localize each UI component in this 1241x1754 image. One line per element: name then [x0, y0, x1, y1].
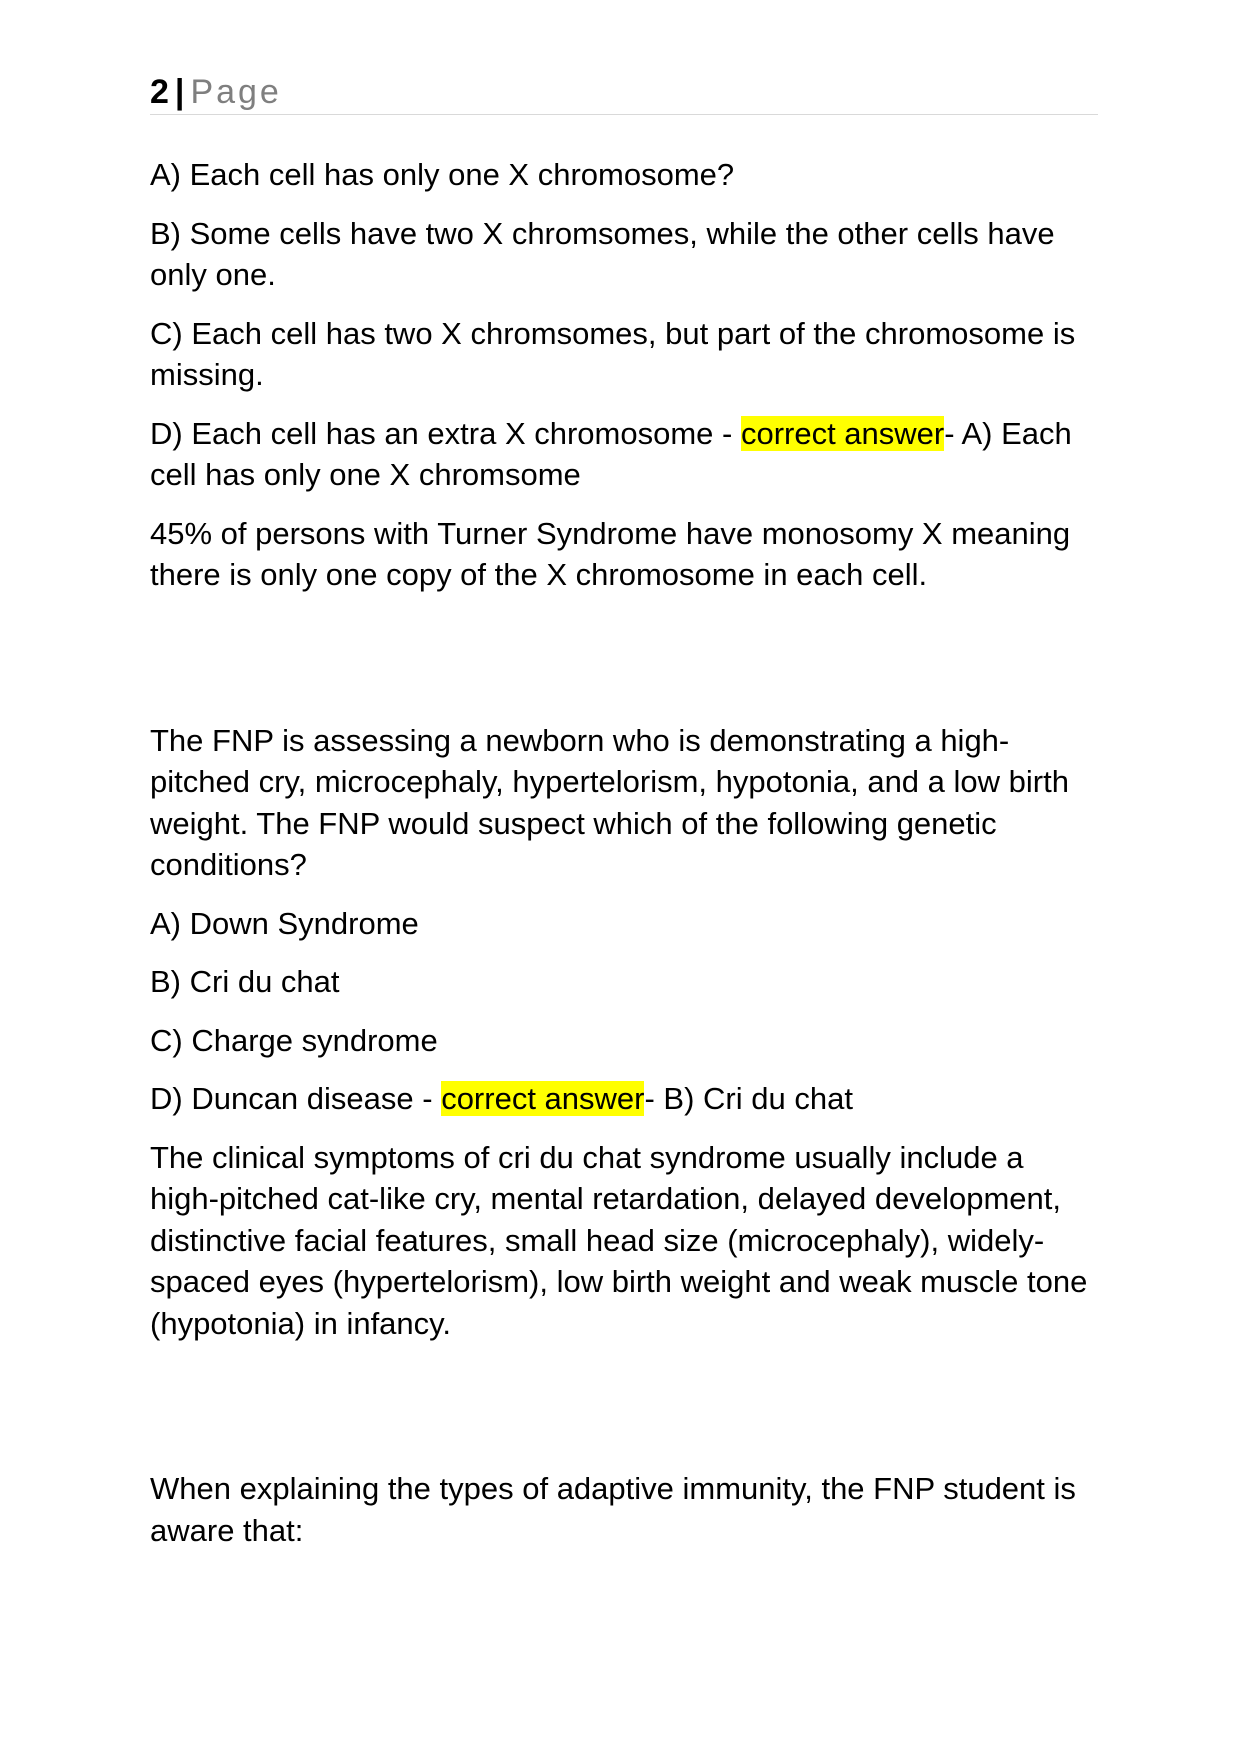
page-header: [150, 70, 1098, 115]
q1-explanation: 45% of persons with Turner Syndrome have monosomy X meaning there is only one copy of the X chromosome in each cell.: [150, 515, 1071, 592]
q2-answer-text: - B) Cri du chat: [644, 1081, 853, 1116]
section-gap: [150, 1361, 1100, 1468]
q1-option-d: D) Each cell has an extra X chromosome -: [150, 415, 741, 451]
q2-option-a: A) Down Syndrome: [150, 905, 419, 941]
page-number: 2: [150, 73, 169, 111]
q2-option-d: D) Duncan disease -: [150, 1081, 442, 1116]
q1-option-a: A) Each cell has only one X chromosome?: [150, 157, 735, 192]
q1-correct-answer-highlight: correct answer: [740, 415, 945, 451]
q3-question: When explaining the types of adaptive immunity, the FNP student is aware that:: [150, 1471, 1076, 1548]
q1-option-c: C) Each cell has two X chromsomes, but part of the chromosome is missing.: [150, 315, 1076, 392]
q1-option-d-answer: [150, 413, 1100, 496]
q2-option-d-answer: [150, 1078, 1100, 1120]
page-separator: |: [174, 73, 185, 111]
page-label: Page: [190, 73, 282, 111]
q2-explanation: The clinical symptoms of cri du chat syndrome usually include a high-pitched cat-like cry, mental retardation, delayed development, distinctive facial features, small head size (microcephaly), widely-spaced eyes (hypertelorism), low birth weight and weak muscle tone (hypotonia) in infancy.: [150, 1139, 1088, 1341]
document-body: [150, 154, 1100, 1568]
q1-answer-text: - A) Each cell has only one X chromsome: [150, 415, 1072, 492]
q2-question: The FNP is assessing a newborn who is demonstrating a high-pitched cry, microcephaly, hypertelorism, hypotonia, and a low birth weight. The FNP would suspect which of the following genetic conditions?: [150, 722, 1069, 882]
q2-option-b: B) Cri du chat: [150, 964, 340, 999]
q1-option-b: B) Some cells have two X chromsomes, while the other cells have only one.: [150, 215, 1055, 292]
section-gap: [150, 613, 1100, 720]
q2-correct-answer-highlight: correct answer: [441, 1081, 645, 1116]
q2-option-c: C) Charge syndrome: [150, 1022, 438, 1058]
